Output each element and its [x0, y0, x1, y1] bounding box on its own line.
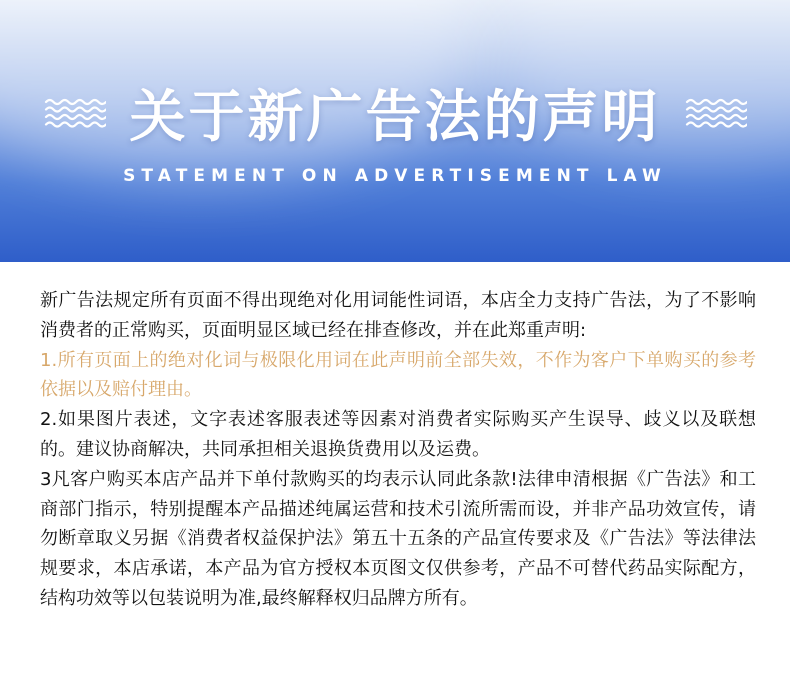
page-title: 关于新广告法的声明: [129, 85, 661, 150]
page-subtitle: STATEMENT ON ADVERTISEMENT LAW: [123, 166, 667, 186]
header-banner: [0, 0, 790, 262]
statement-intro: 新广告法规定所有页面不得出现绝对化用词能性词语，本店全力支持广告法，为了不影响消费者的正常购买，页面明显区域已经在排查修改，并在此郑重声明:: [40, 290, 756, 341]
statement-point-3: 3凡客户购买本店产品并下单付款购买的均表示认同此条款!法律申清根据《广告法》和工商部门指示，特别提醒本产品描述纯属运营和技术引流所需而设，并非产品功效宣传，请勿断章取义另据《消费者权益保护法》第五十五条的产品宣传要求及《广告法》等法律法规要求，本店承诺，本产品为官方授权本页图文仅供参考，产品不可替代药品实际配方，结构功效等以包装说明为准,最终解释权归品牌方所有。: [40, 468, 756, 609]
statement-point-2: 2.如果图片表述，文字表述客服表述等因素对消费者实际购买产生误导、歧义以及联想的。建议协商解决，共同承担相关退换货费用以及运费。: [40, 409, 756, 460]
statement-body: [0, 262, 790, 614]
title-row: [0, 78, 790, 148]
wave-decoration-left-icon: [44, 96, 106, 130]
statement-point-1: 1.所有页面上的绝对化词与极限化用词在此声明前全部失效，不作为客户下单购买的参考依据以及赔付理由。: [40, 349, 756, 401]
wave-decoration-right-icon: [685, 96, 747, 130]
